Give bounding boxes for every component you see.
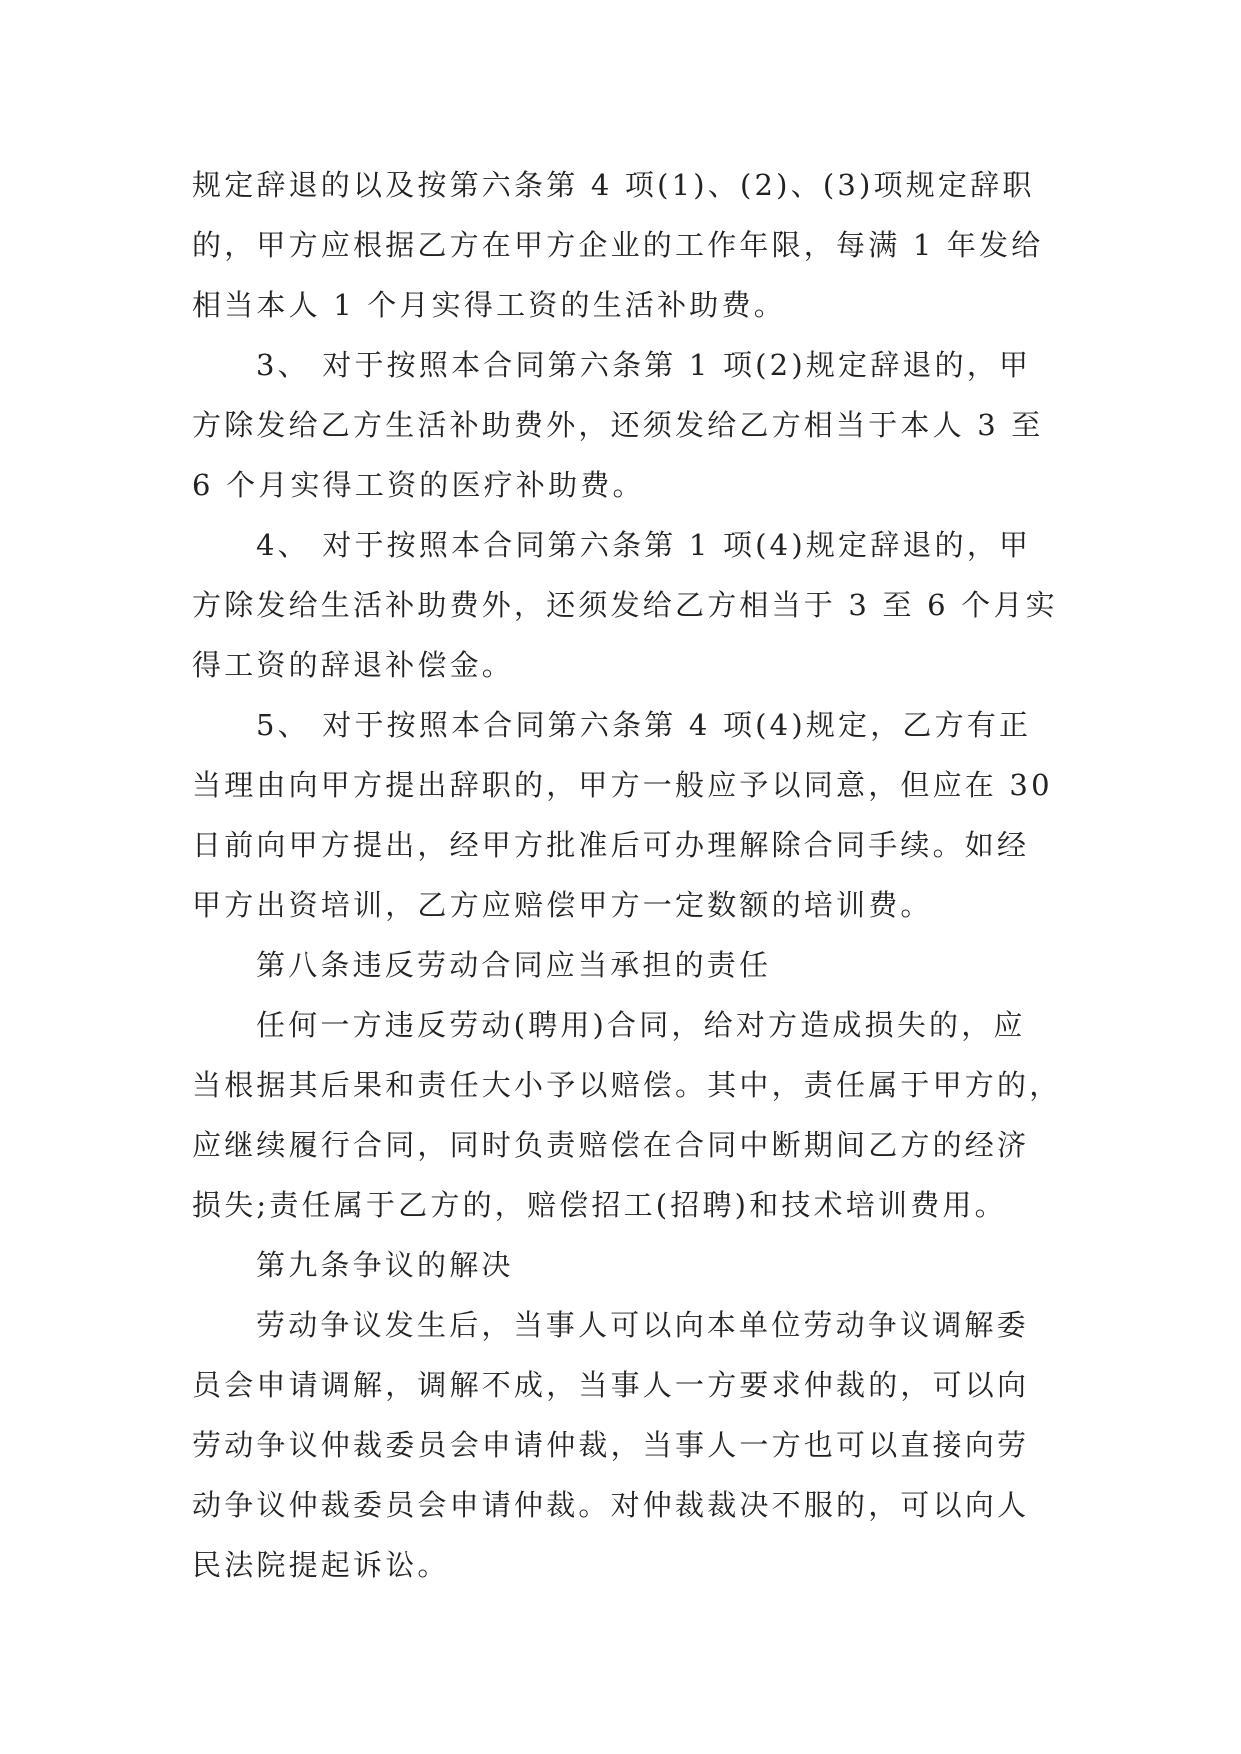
text-line: 5、 对于按照本合同第六条第 4 项(4)规定，乙方有正 <box>256 708 1032 742</box>
text-line: 6 个月实得工资的医疗补助费。 <box>192 468 645 502</box>
text-line: 4、 对于按照本合同第六条第 1 项(4)规定辞退的，甲 <box>256 528 1032 562</box>
text-line: 规定辞退的以及按第六条第 4 项(1)、(2)、(3)项规定辞职 <box>192 168 1035 202</box>
text-line: 劳动争议仲裁委员会申请仲裁，当事人一方也可以直接向劳 <box>192 1428 1030 1462</box>
text-line: 员会申请调解，调解不成，当事人一方要求仲裁的，可以向 <box>192 1368 1030 1402</box>
section-heading: 第八条违反劳动合同应当承担的责任 <box>256 948 772 982</box>
section-heading: 第九条争议的解决 <box>256 1248 514 1282</box>
text-line: 应继续履行合同，同时负责赔偿在合同中断期间乙方的经济 <box>192 1128 1030 1162</box>
text-line: 方除发给生活补助费外，还须发给乙方相当于 3 至 6 个月实 <box>192 588 1058 622</box>
text-line: 3、 对于按照本合同第六条第 1 项(2)规定辞退的，甲 <box>256 348 1032 382</box>
text-line: 日前向甲方提出，经甲方批准后可办理解除合同手续。如经 <box>192 828 1030 862</box>
text-line: 方除发给乙方生活补助费外，还须发给乙方相当于本人 3 至 <box>192 408 1044 442</box>
text-line: 任何一方违反劳动(聘用)合同，给对方造成损失的，应 <box>256 1008 1026 1042</box>
text-line: 相当本人 1 个月实得工资的生活补助费。 <box>192 288 786 322</box>
text-line: 甲方出资培训，乙方应赔偿甲方一定数额的培训费。 <box>192 888 933 922</box>
text-line: 损失;责任属于乙方的，赔偿招工(招聘)和技术培训费用。 <box>192 1188 1007 1222</box>
text-line: 民法院提起诉讼。 <box>192 1548 450 1582</box>
text-line: 当根据其后果和责任大小予以赔偿。其中，责任属于甲方的， <box>192 1068 1062 1102</box>
text-line: 当理由向甲方提出辞职的，甲方一般应予以同意，但应在 30 <box>192 768 1053 802</box>
text-line: 的，甲方应根据乙方在甲方企业的工作年限，每满 1 年发给 <box>192 228 1044 262</box>
text-line: 劳动争议发生后，当事人可以向本单位劳动争议调解委 <box>256 1308 1029 1342</box>
text-line: 得工资的辞退补偿金。 <box>192 648 515 682</box>
text-line: 动争议仲裁委员会申请仲裁。对仲裁裁决不服的，可以向人 <box>192 1488 1030 1522</box>
